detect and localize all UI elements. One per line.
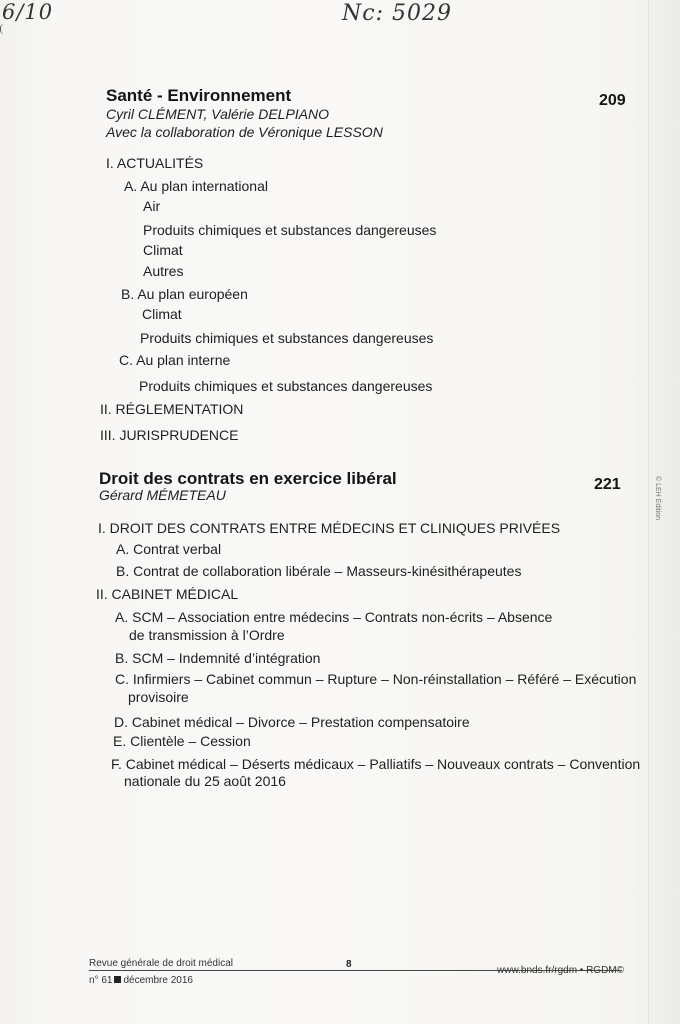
toc-heading: I. DROIT DES CONTRATS ENTRE MÉDECINS ET CLINIQUES PRIVÉES bbox=[98, 520, 561, 536]
footer-website: www.bnds.fr/rgdm • RGDM© bbox=[497, 965, 625, 976]
footer-journal-name: Revue générale de droit médical bbox=[89, 958, 233, 969]
section-title-contrats: Droit des contrats en exercice libéral bbox=[99, 469, 397, 488]
publisher-watermark: © LEH Édition bbox=[654, 476, 661, 521]
toc-item: Produits chimiques et substances dangereuses bbox=[139, 378, 433, 394]
toc-item: Autres bbox=[143, 263, 184, 279]
footer-issue-date: décembre 2016 bbox=[123, 975, 193, 986]
toc-heading: III. JURISPRUDENCE bbox=[100, 427, 239, 443]
toc-item: Air bbox=[143, 198, 161, 214]
handwritten-page-note: 6/10 bbox=[2, 0, 54, 24]
section-authors-sante: Cyril CLÉMENT, Valérie DELPIANO bbox=[106, 106, 330, 122]
section-collaboration-sante: Avec la collaboration de Véronique LESSON bbox=[106, 124, 383, 140]
toc-subheading: B. SCM – Indemnité d’intégration bbox=[115, 650, 321, 666]
toc-subheading-continuation: provisoire bbox=[128, 689, 189, 705]
toc-subheading: A. Au plan international bbox=[124, 178, 268, 194]
toc-item: Produits chimiques et substances dangereuses bbox=[143, 222, 437, 238]
toc-subheading: C. Infirmiers – Cabinet commun – Rupture – Non-réinstallation – Référé – Exécution bbox=[115, 671, 637, 687]
toc-subheading: A. SCM – Association entre médecins – Contrats non-écrits – Absence bbox=[115, 609, 553, 625]
toc-subheading-continuation: nationale du 25 août 2016 bbox=[124, 773, 286, 789]
footer-issue bbox=[89, 975, 193, 986]
toc-subheading: E. Clientèle – Cession bbox=[113, 733, 251, 749]
toc-subheading: B. Au plan européen bbox=[121, 286, 248, 302]
toc-heading: I. ACTUALITÉS bbox=[106, 155, 204, 171]
page-edge-line bbox=[648, 0, 649, 1024]
square-bullet-icon bbox=[114, 976, 121, 983]
toc-subheading: D. Cabinet médical – Divorce – Prestation compensatoire bbox=[114, 714, 470, 730]
section-title-sante: Santé - Environnement bbox=[106, 86, 292, 105]
handwritten-reference-number: Nc: 5029 bbox=[342, 1, 452, 26]
toc-subheading: B. Contrat de collaboration libérale – Masseurs-kinésithérapeutes bbox=[116, 563, 522, 579]
toc-heading: II. CABINET MÉDICAL bbox=[96, 586, 239, 602]
section-authors-contrats: Gérard MÉMETEAU bbox=[99, 487, 226, 503]
section-page-number-contrats: 221 bbox=[594, 476, 621, 493]
toc-item: Climat bbox=[143, 242, 183, 258]
toc-subheading: C. Au plan interne bbox=[119, 352, 231, 368]
toc-heading: II. RÉGLEMENTATION bbox=[100, 401, 244, 417]
bracket-mark bbox=[0, 24, 7, 34]
toc-item: Produits chimiques et substances dangereuses bbox=[140, 330, 434, 346]
section-page-number-sante: 209 bbox=[599, 92, 626, 109]
toc-subheading: F. Cabinet médical – Déserts médicaux – Palliatifs – Nouveaux contrats – Convention bbox=[111, 756, 641, 772]
toc-item: Climat bbox=[142, 306, 182, 322]
footer-issue-number: n° 61 bbox=[89, 975, 113, 986]
footer-page-number: 8 bbox=[346, 959, 352, 970]
toc-subheading-continuation: de transmission à l’Ordre bbox=[129, 627, 285, 643]
toc-subheading: A. Contrat verbal bbox=[116, 541, 222, 557]
